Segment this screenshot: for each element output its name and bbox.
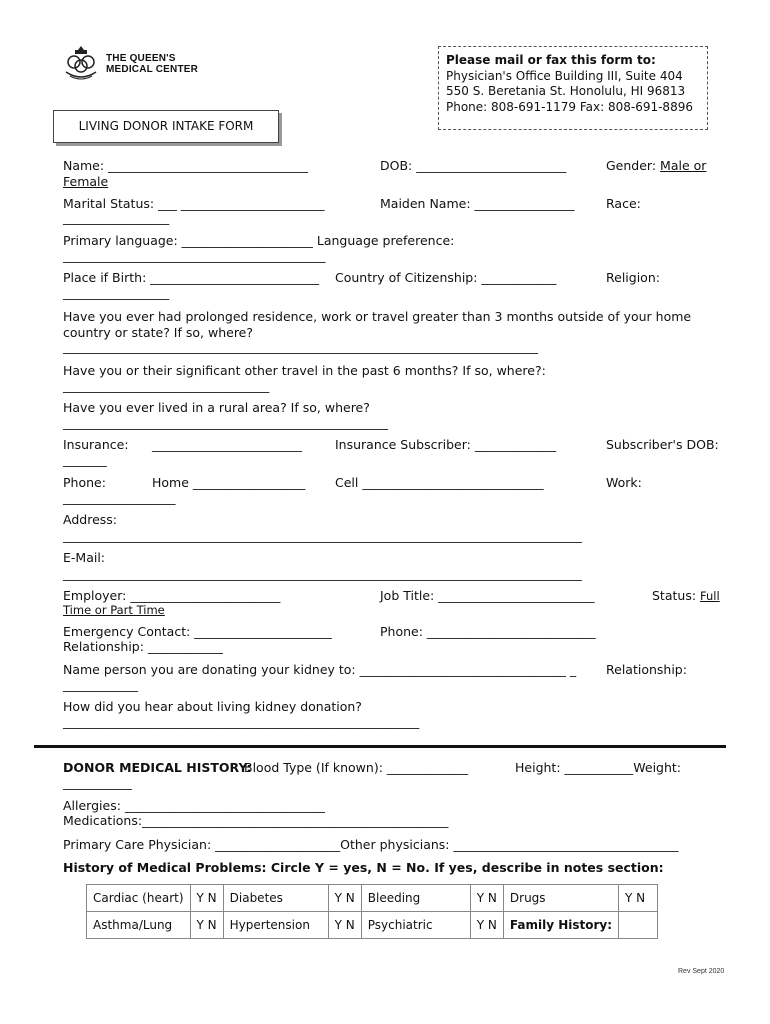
medications-field[interactable]: Medications:_________________________________________________ [63, 813, 449, 828]
status-options-cont[interactable]: Time or Part Time [63, 603, 165, 617]
job-title-field[interactable]: Job Title: _________________________ [380, 588, 595, 603]
weight-field[interactable]: ___________ [63, 775, 132, 790]
birth-place-field[interactable]: Place if Birth: ___________________________ [63, 270, 319, 285]
address-label: Address: [63, 512, 117, 527]
subscriber-field[interactable]: Insurance Subscriber: _____________ [335, 437, 557, 452]
emergency-contact-field[interactable]: Emergency Contact: ______________________ [63, 624, 332, 639]
condition-psychiatric: Psychiatric [361, 912, 470, 939]
subscriber-dob-field[interactable]: _______ [63, 452, 107, 467]
condition-asthma: Asthma/Lung [87, 912, 191, 939]
logo [62, 44, 212, 84]
table-row [87, 885, 658, 912]
recipient-name-field[interactable]: Name person you are donating your kidney to: _________________________________ _ [63, 662, 577, 677]
address-field[interactable]: ___________________________________________________________________________________ [63, 528, 582, 543]
gender-options[interactable]: Male or [660, 158, 707, 173]
yn-hypertension[interactable]: Y N [328, 912, 361, 939]
gender-field[interactable] [606, 158, 706, 173]
employer-field[interactable]: Employer: ________________________ [63, 588, 281, 603]
condition-diabetes: Diabetes [223, 885, 328, 912]
condition-drugs: Drugs [503, 885, 618, 912]
status-options[interactable]: Full [700, 589, 720, 603]
citizenship-field[interactable]: Country of Citizenship: ____________ [335, 270, 557, 285]
medical-history-heading [63, 760, 251, 775]
blood-type-field[interactable]: Blood Type (If known): _____________ [244, 760, 469, 775]
travel-question: Have you or their significant other travel in the past 6 months? If so, where?: [63, 363, 546, 378]
travel-answer[interactable]: _________________________________ [63, 378, 270, 393]
rural-answer[interactable]: ____________________________________________________ [63, 415, 388, 430]
revision-note: Rev Sept 2020 [678, 968, 725, 975]
medical-history-table [86, 884, 658, 939]
relationship-field[interactable]: Relationship: ____________ [63, 639, 223, 654]
yn-drugs[interactable]: Y N [619, 885, 658, 912]
yn-bleeding[interactable]: Y N [470, 885, 503, 912]
org-name-line2: MEDICAL CENTER [106, 64, 199, 75]
phone-label: Phone: [63, 475, 106, 490]
mail-title: Please mail or fax this form to: [446, 53, 656, 67]
insurance-label: Insurance: [63, 437, 129, 452]
family-history-label: Family History: [503, 912, 618, 939]
family-history-field[interactable] [619, 912, 658, 939]
rural-question: Have you ever lived in a rural area? If so, where? [63, 400, 370, 415]
dob-field[interactable]: DOB: ________________________ [380, 158, 567, 173]
physicians-field[interactable]: Primary Care Physician: ____________________Other physicians: ____________________________________ [63, 837, 679, 852]
yn-psychiatric[interactable]: Y N [470, 912, 503, 939]
org-name-line1: THE QUEEN'S [106, 53, 176, 64]
gender-label: Gender: [606, 158, 661, 173]
referral-answer[interactable]: _________________________________________________________ [63, 714, 420, 729]
yn-diabetes[interactable]: Y N [328, 885, 361, 912]
religion-label: Religion: [606, 270, 660, 285]
mail-line-3: Phone: 808-691-1179 Fax: 808-691-8896 [446, 99, 693, 114]
language-field[interactable]: Primary language: _____________________ Language preference: [63, 233, 455, 248]
history-heading: History of Medical Problems: Circle Y = yes, N = No. If yes, describe in notes section: [63, 860, 664, 875]
allergies-field[interactable]: Allergies: ________________________________ [63, 798, 325, 813]
insurance-field[interactable]: ________________________ [152, 437, 302, 452]
emergency-phone-field[interactable]: Phone: ___________________________ [380, 624, 596, 639]
mail-line-1: Physician's Office Building III, Suite 404 [446, 68, 683, 83]
gender-options-cont[interactable]: Female [63, 174, 109, 189]
condition-hypertension: Hypertension [223, 912, 328, 939]
table-row [87, 912, 658, 939]
email-label: E-Mail: [63, 550, 106, 565]
work-phone-field[interactable]: __________________ [63, 490, 176, 505]
crest-icon [62, 44, 100, 84]
email-field[interactable]: ___________________________________________________________________________________ [63, 566, 582, 581]
residence-answer[interactable]: ____________________________________________________________________________ [63, 339, 538, 354]
residence-question-cont: country or state? If so, where? [63, 325, 254, 340]
race-field[interactable]: _________________ [63, 210, 170, 225]
name-field[interactable]: Name: ________________________________ [63, 158, 309, 173]
maiden-name-field[interactable]: Maiden Name: ________________ [380, 196, 575, 211]
medical-heading-text: DONOR MEDICAL HISTORY: [63, 760, 252, 775]
subscriber-dob-label: Subscriber's DOB: [606, 437, 719, 452]
recipient-relationship-label: Relationship: [606, 662, 687, 677]
mail-line-2: 550 S. Beretania St. Honolulu, HI 96813 [446, 84, 686, 98]
mail-instructions-box [438, 46, 708, 130]
race-label: Race: [606, 196, 641, 211]
section-divider [34, 745, 726, 748]
form-title: LIVING DONOR INTAKE FORM [53, 110, 279, 143]
status-label: Status: [652, 588, 701, 603]
yn-asthma[interactable]: Y N [190, 912, 223, 939]
recipient-relationship-field[interactable]: ____________ [63, 677, 138, 692]
home-phone-field[interactable]: Home __________________ [152, 475, 306, 490]
referral-question: How did you hear about living kidney donation? [63, 699, 362, 714]
employment-status-field[interactable] [652, 588, 720, 603]
yn-cardiac[interactable]: Y N [190, 885, 223, 912]
work-phone-label: Work: [606, 475, 642, 490]
condition-cardiac: Cardiac (heart) [87, 885, 191, 912]
residence-question: Have you ever had prolonged residence, work or travel greater than 3 months outside of your home [63, 309, 692, 324]
language-pref-field[interactable]: __________________________________________ [63, 248, 326, 263]
cell-phone-field[interactable]: Cell _____________________________ [335, 475, 544, 490]
marital-status-field[interactable]: Marital Status: ___ _______________________ [63, 196, 325, 211]
condition-bleeding: Bleeding [361, 885, 470, 912]
height-weight-field[interactable]: Height: ___________Weight: [515, 760, 682, 775]
religion-field[interactable]: _________________ [63, 285, 170, 300]
